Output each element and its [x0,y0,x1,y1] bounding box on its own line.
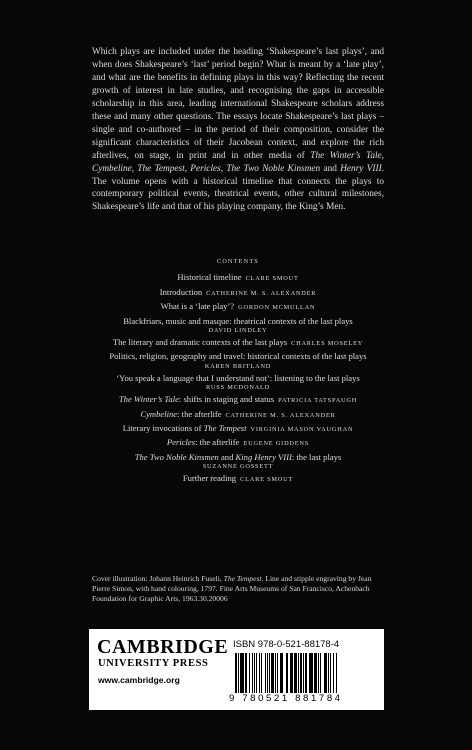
isbn-label: ISBN 978-0-521-88178-4 [233,639,340,650]
entry-author: CHARLES MOSELEY [291,340,364,348]
entry-author: EUGENE GIDDENS [243,440,310,448]
publisher-barcode-panel [89,629,384,710]
entry-title-italic: The Tempest [203,423,247,434]
contents-entry [92,408,384,422]
blurb-play-henry: Henry VIII [340,163,382,174]
contents-entry [92,336,384,350]
publisher-name: CAMBRIDGE [97,636,229,658]
back-cover-blurb [92,46,384,214]
publisher-press: UNIVERSITY PRESS [98,658,209,669]
entry-author: CLARE SMOUT [245,275,299,283]
barcode-bar [336,653,337,693]
blurb-text-end: . The volume opens with a historical timeline that connects the plays to contemporary political events, theatrical events, other cultural milestones, Shakespeare’s life and that of his playing company, the King’s Men. [92,163,385,213]
barcode-graphic [235,653,375,693]
contents-heading: CONTENTS [217,258,259,265]
contents-list [92,256,384,487]
credit-title: The Tempest [223,574,262,583]
entry-title: The literary and dramatic contexts of the last plays [112,337,288,348]
contents-entry [92,393,384,407]
entry-title: ‘You speak a language that I understand not’: listening to the last plays [116,372,360,383]
entry-title-italic: The Two Noble Kinsmen [134,451,219,462]
entry-title: Further reading [182,473,237,484]
credit-text-end: . Line and stipple engraving by Jean Pierre Simon, with hand colouring, 1797. Fine Arts Museums of San Francisco, Achenbach Foundation for Graphic Arts, 1963.30.20006 [92,574,372,604]
contents-entry [92,422,384,436]
blurb-paragraph [92,46,384,214]
entry-author: CLARE SMOUT [240,476,294,484]
entry-title: : the afterlife [195,437,240,448]
contents-entry [92,300,384,314]
credit-text: Cover illustration: Johann Heinrich Fuseli, [92,574,224,583]
contents-entry [92,372,384,393]
blurb-play-titles: The Winter’s Tale, Cymbeline, The Tempest, Pericles, The Two Noble Kinsmen [92,150,385,174]
publisher-url: www.cambridge.org [98,675,180,685]
entry-author: KAREN BRITLAND [204,362,272,370]
blurb-and: and [320,163,341,174]
contents-entry [92,350,384,371]
contents-entry [92,451,384,472]
entry-title-italic: Pericles [166,437,196,448]
entry-title: What is a ‘late play’? [160,301,235,312]
entry-author: RUSS MCDONALD [205,384,271,392]
blurb-text: Which plays are included under the heading ‘Shakespeare’s last plays’, and when does Shakespeare’s ‘last’ period begin? What is meant by a ‘late play’, and what are the benefits in defining plays in this way? Reflecting the recent growth of interest in late studies, and recognising the gaps in accessible scholarship in this area, leading international Shakespeare scholars address these and many other questions. The essays locate Shakespeare’s last plays – single and co-authored – in the period of their composition, consider the significant characteristics of their Jacobean context, and explore the rich afterlives, on stage, in print and in other media of [92,47,384,161]
entry-title: Introduction [159,286,203,297]
contents-entry [92,315,384,336]
entry-title-italic: King Henry VIII [235,451,292,462]
entry-author: CATHERINE M. S. ALEXANDER [206,289,317,297]
entry-author: GORDON MCMULLAN [238,304,316,312]
entry-author: PATRICIA TATSPAUGH [278,397,358,405]
contents-entry [92,286,384,300]
entry-author: SUZANNE GOSSETT [202,463,274,471]
cover-illustration-credit [92,574,384,604]
entry-title: : the afterlife [177,408,222,419]
entry-title-italic: Cymbeline [140,408,178,419]
contents-entry [92,472,384,486]
entry-author: DAVID LINDLEY [208,327,268,335]
entry-title: : shifts in staging and status [178,394,275,405]
entry-title: : the last plays [291,451,342,462]
barcode-digits: 9 780521 881784 [229,693,343,704]
entry-title: Blackfriars, music and masque: theatrical contexts of the last plays [123,315,353,326]
entry-author: CATHERINE M. S. ALEXANDER [225,411,336,419]
entry-title-italic: The Winter’s Tale [118,394,179,405]
contents-entry [92,436,384,450]
entry-title: Politics, religion, geography and travel: historical contexts of the last plays [109,351,367,362]
contents-entry [92,271,384,285]
entry-title: and [218,451,236,462]
entry-author: VIRGINIA MASON VAUGHAN [250,426,354,434]
entry-title: Historical timeline [177,272,242,283]
entry-title: Literary invocations of [122,423,204,434]
